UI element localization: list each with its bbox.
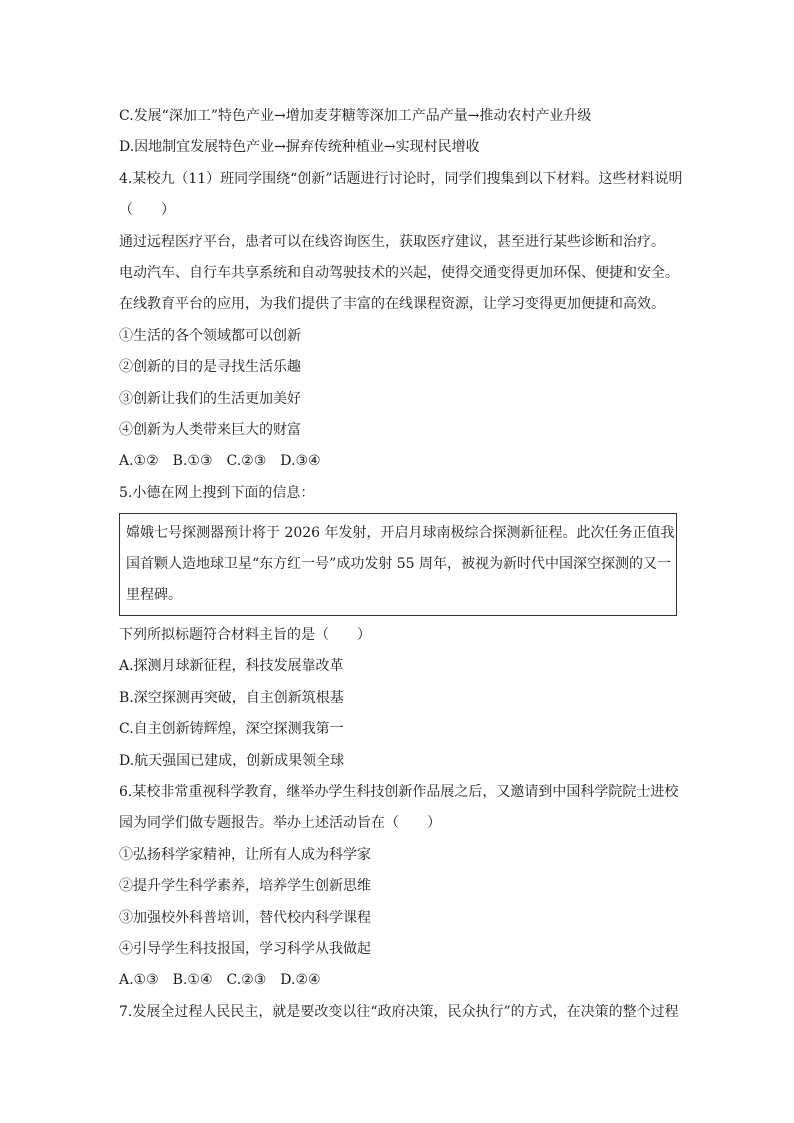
exam-page [119, 101, 689, 1028]
q4-options [119, 446, 689, 477]
q4-item-4: ④创新为人类带来巨大的财富 [119, 421, 301, 438]
q6-stem-line-1: 6.某校非常重视科学教育，继举办学生科技创新作品展之后，又邀请到中国科学院院士进校 [119, 784, 679, 801]
q4-material-1: 通过远程医疗平台，患者可以在线咨询医生，获取医疗建议，甚至进行某些诊断和治疗。 [119, 233, 665, 250]
q4-item-1: ①生活的各个领域都可以创新 [119, 327, 301, 344]
q4-item-3: ③创新让我们的生活更加美好 [119, 390, 301, 407]
q3-option-c: C.发展“深加工”特色产业→增加麦芽糖等深加工产品产量→推动农村产业升级 [119, 108, 592, 124]
q6-item-3: ③加强校外科普培训，替代校内科学课程 [119, 909, 371, 926]
q6-option-b: B.①④ [172, 972, 213, 989]
q5-question: 下列所拟标题符合材料主旨的是（ ） [119, 627, 371, 644]
q5-material-box [119, 513, 677, 616]
q4-option-b: B.①③ [172, 453, 213, 470]
q5-option-d: D.航天强国已建成，创新成果领全球 [119, 752, 345, 769]
q4-option-d: D.③④ [280, 453, 321, 470]
q4-option-a: A.①② [119, 453, 159, 470]
q4-item-2: ②创新的目的是寻找生活乐趣 [119, 359, 301, 376]
q5-option-a: A.探测月球新征程，科技发展靠改革 [119, 658, 344, 675]
q4-option-c: C.②③ [226, 453, 267, 470]
q6-item-2: ②提升学生科学素养，培养学生创新思维 [119, 878, 371, 895]
q6-stem-line-2: 园为同学们做专题报告。举办上述活动旨在（ ） [119, 815, 441, 832]
q5-box-line-2: 国首颗人造地球卫星“东方红一号”成功发射 55 周年，被视为新时代中国深空探测的又一 [126, 556, 672, 573]
q5-option-b: B.深空探测再突破，自主创新筑根基 [119, 689, 344, 706]
q6-item-1: ①弘扬科学家精神，让所有人成为科学家 [119, 846, 371, 863]
q5-option-c: C.自主创新铸辉煌，深空探测我第一 [119, 721, 344, 738]
q6-option-c: C.②③ [226, 972, 267, 989]
q6-option-a: A.①③ [119, 972, 159, 989]
q5-stem: 5.小德在网上搜到下面的信息： [119, 484, 315, 501]
q4-stem: 4.某校九（11）班同学围绕“创新”话题进行讨论时，同学们搜集到以下材料。这些材料说明 [119, 170, 683, 187]
q4-answer-bracket: （ ） [119, 202, 175, 219]
q3-option-d: D.因地制宜发展特色产业→摒弃传统种植业→实现村民增收 [119, 139, 480, 156]
q6-option-d: D.②④ [280, 972, 321, 989]
q4-material-2: 电动汽车、自行车共享系统和自动驾驶技术的兴起，使得交通变得更加环保、便捷和安全。 [119, 264, 679, 281]
q7-stem: 7.发展全过程人民民主，就是要改变以往“政府决策，民众执行”的方式，在决策的整个过程 [119, 1003, 679, 1020]
q5-box-line-1: 嫦娥七号探测器预计将于 2026 年发射，开启月球南极综合探测新征程。此次任务正值我 [126, 525, 675, 542]
q4-material-3: 在线教育平台的应用，为我们提供了丰富的在线课程资源，让学习变得更加便捷和高效。 [119, 296, 665, 313]
q6-options [119, 965, 689, 996]
q5-box-line-3: 里程碑。 [126, 587, 182, 604]
q6-item-4: ④引导学生科技报国，学习科学从我做起 [119, 940, 371, 957]
